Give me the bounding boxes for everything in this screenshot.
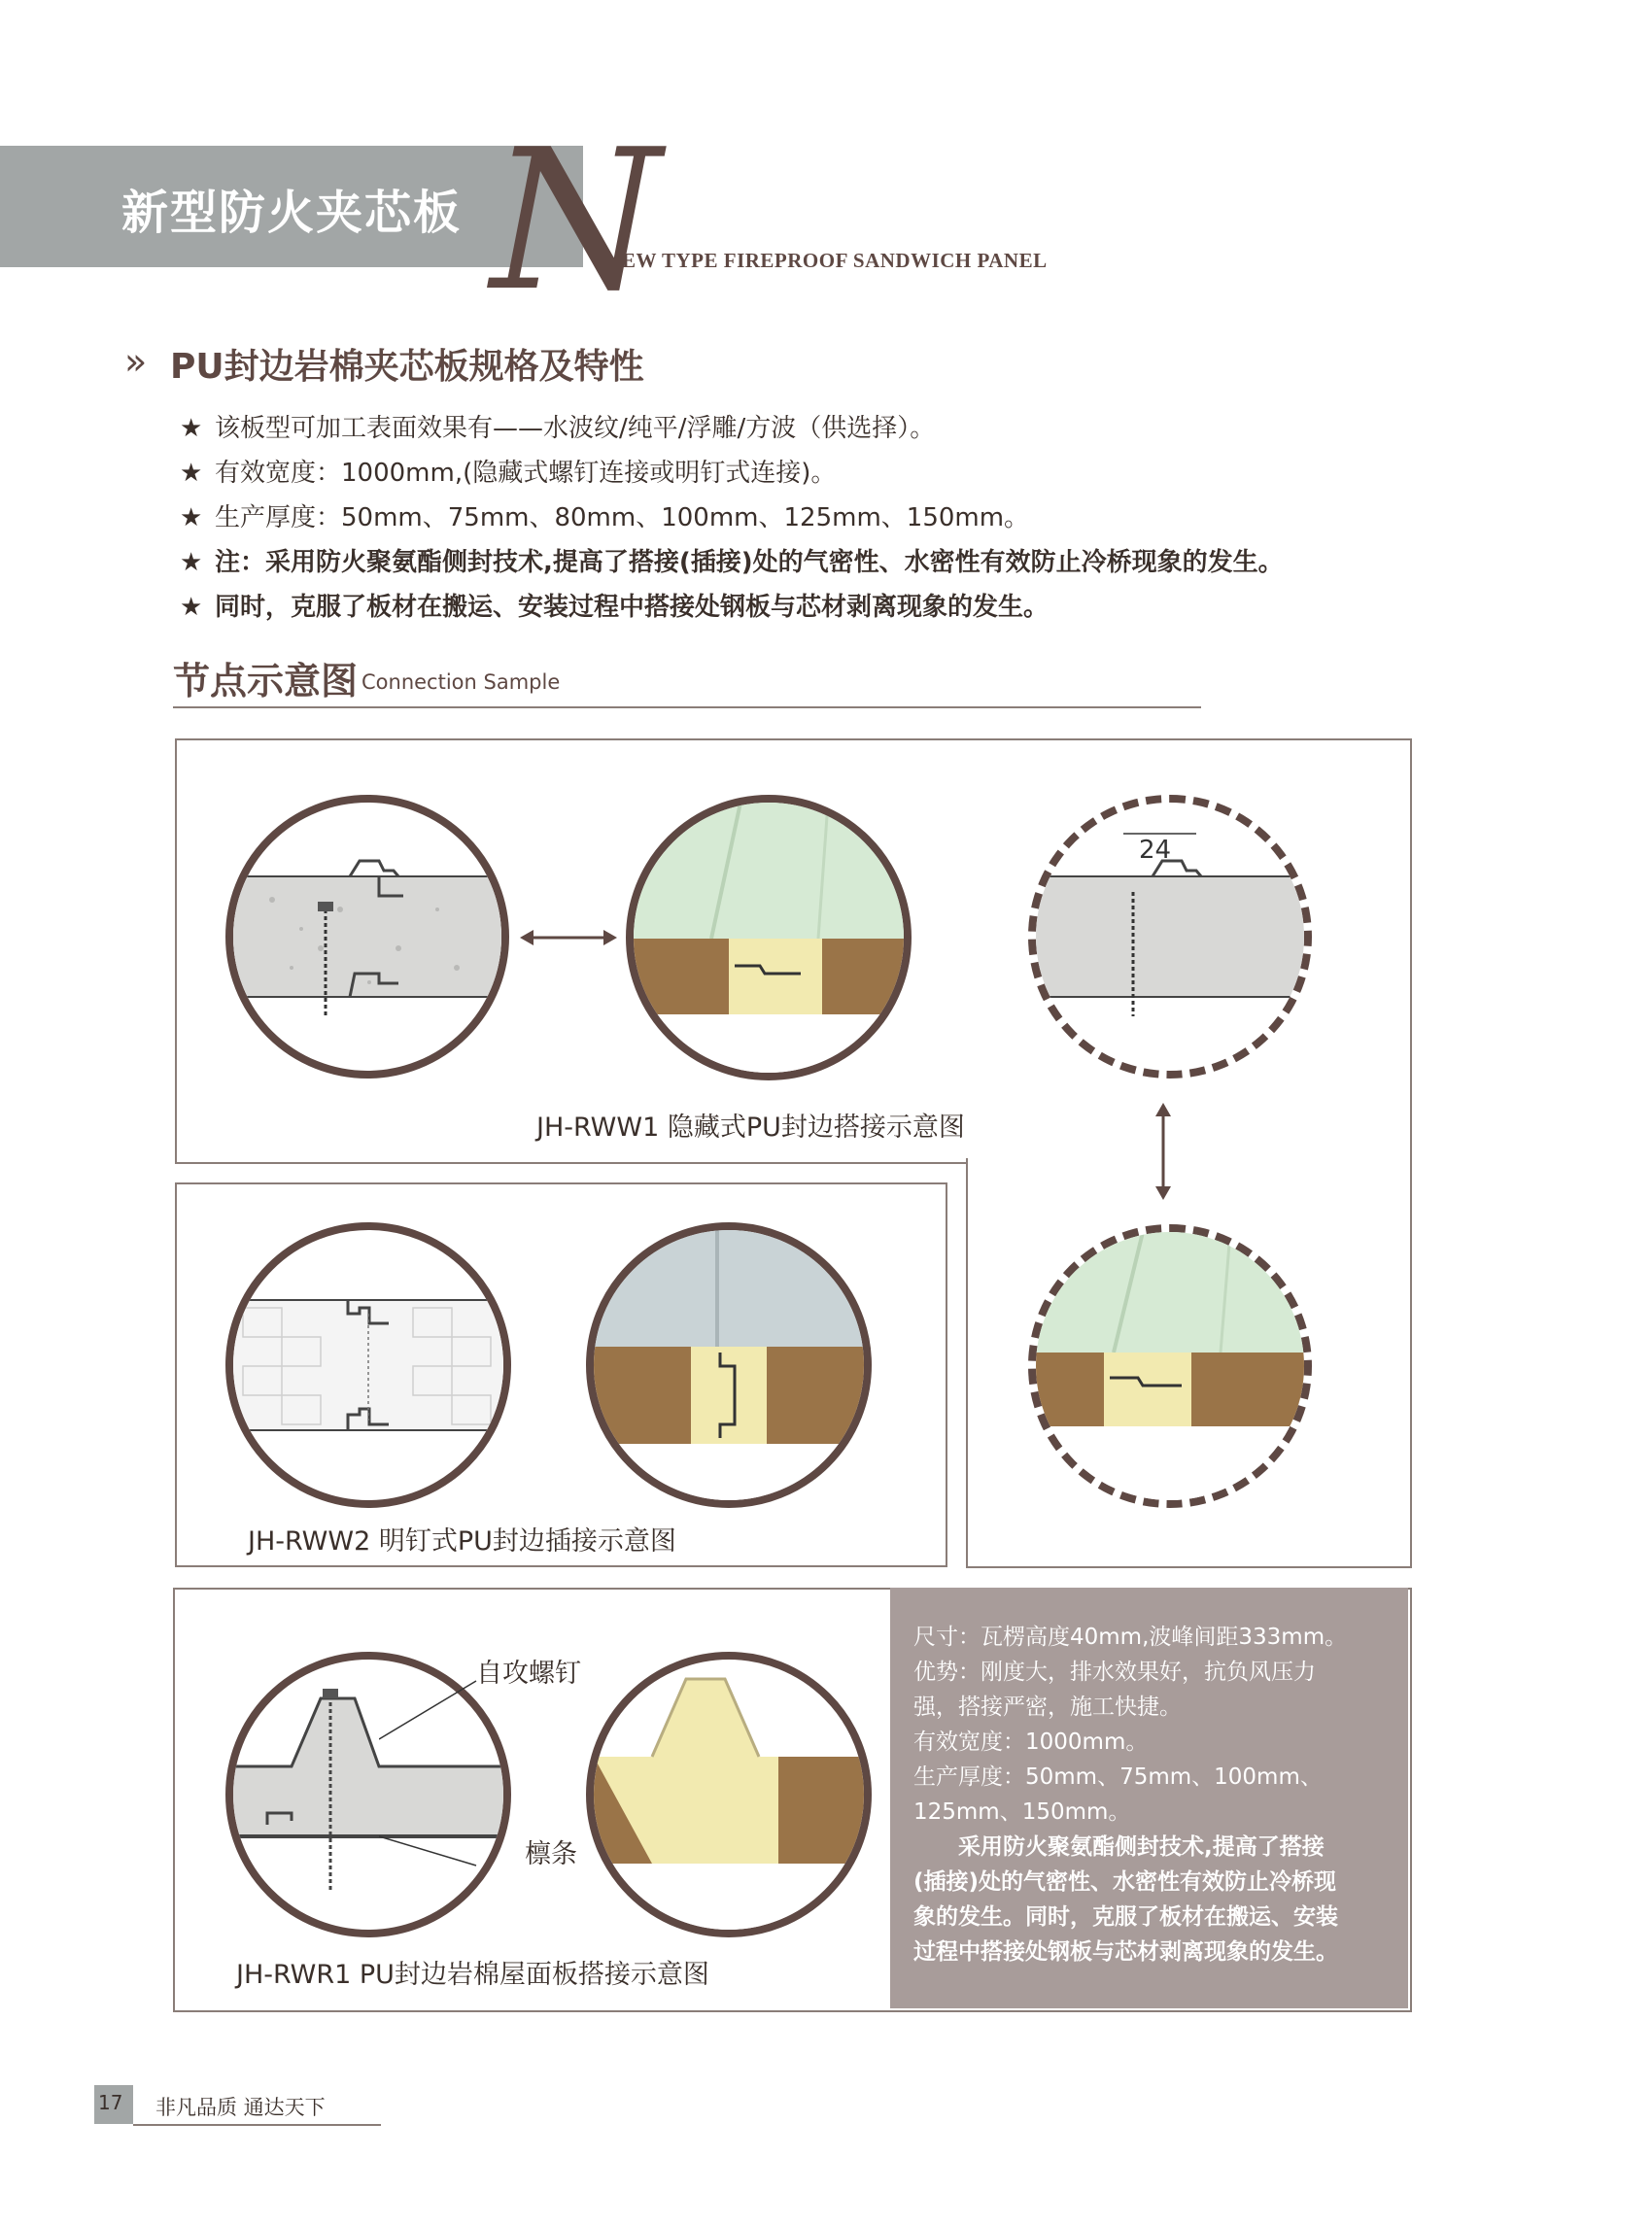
bullet-item [180,453,836,489]
vertical-double-arrow-icon [1149,1103,1178,1200]
bullet-text: 注：采用防火聚氨酯侧封技术,提高了搭接(插接)处的气密性、水密性有效防止冷桥现象的发生。 [215,548,1284,577]
bullet-item [180,408,935,444]
footer-divider [133,2124,381,2126]
rww1-panel-circle [626,795,912,1080]
info-line: 象的发生。同时，克服了板材在搬运、安装 [913,1904,1338,1930]
rww2-panel-drawing [594,1230,864,1500]
rww1-panel-detail-circle [1028,1224,1312,1508]
leader-lines [379,1671,505,1904]
star-icon: ★ [180,593,203,622]
bullet-text: 该板型可加工表面效果有——水波纹/纯平/浮雕/方波（供选择）。 [215,414,936,443]
info-line: 125mm、150mm。 [913,1799,1131,1825]
divider [173,706,1201,708]
section-title: PU封边岩棉夹芯板规格及特性 [170,347,644,387]
rwr1-caption: JH-RWR1 PU封边岩棉屋面板搭接示意图 [236,1960,709,1990]
info-line: 有效宽度：1000mm。 [913,1729,1149,1755]
info-line: (插接)处的气密性、水密性有效防止冷桥现 [913,1869,1337,1895]
rww2-section-drawing [233,1230,503,1500]
footer-slogan: 非凡品质 通达天下 [155,2096,326,2119]
double-arrow-icon [520,923,617,952]
dimension-label: 24 [1139,836,1172,865]
info-line: 生产厚度：50mm、75mm、100mm、 [913,1764,1323,1790]
page-number: 17 [98,2091,123,2114]
bullet-item [180,497,1029,533]
screw-label: 自攻螺钉 [476,1659,581,1689]
star-icon: ★ [180,414,203,443]
subsection-title: 节点示意图 [173,660,359,702]
rww2-panel-circle [586,1222,872,1508]
star-icon: ★ [180,548,203,577]
chevron-right-icon: » [124,340,148,383]
info-line: 优势：刚度大，排水效果好，抗负风压力 [913,1660,1316,1685]
bullet-text: 生产厚度：50mm、75mm、80mm、100mm、125mm、150mm。 [215,503,1030,532]
bullet-text: 同时，克服了板材在搬运、安装过程中搭接处钢板与芯材剥离现象的发生。 [215,593,1050,622]
rww1-section-drawing [233,803,501,1071]
bullet-item [180,587,1049,623]
rww2-caption: JH-RWW2 明钉式PU封边插接示意图 [248,1526,676,1557]
rww2-section-circle [225,1222,511,1508]
subsection-title-en: Connection Sample [361,670,561,694]
rwr1-panel-circle [586,1652,872,1937]
page-title: 新型防火夹芯板 [121,186,463,240]
header-subtitle: EW TYPE FIREPROOF SANDWICH PANEL [622,249,1048,272]
star-icon: ★ [180,503,203,532]
info-line: 尺寸：瓦楞高度40mm,波峰间距333mm。 [913,1625,1348,1650]
rww1-panel-drawing [634,803,904,1073]
star-icon: ★ [180,459,203,488]
info-line: 采用防火聚氨酯侧封技术,提高了搭接 [913,1834,1325,1860]
info-line: 过程中搭接处钢板与芯材剥离现象的发生。 [913,1939,1338,1965]
info-line: 强，搭接严密，施工快捷。 [913,1695,1182,1720]
rww1-panel-detail-drawing [1036,1232,1304,1500]
rwr1-panel-drawing [594,1660,864,1930]
rww1-caption: JH-RWW1 隐藏式PU封边搭接示意图 [536,1113,965,1143]
header-initial-letter: N [491,108,661,334]
bullet-item [180,542,1284,578]
rww1-section-circle [225,795,509,1079]
bullet-text: 有效宽度：1000mm,(隐藏式螺钉连接或明钉式连接)。 [215,459,837,488]
purlin-label: 檩条 [525,1839,577,1869]
